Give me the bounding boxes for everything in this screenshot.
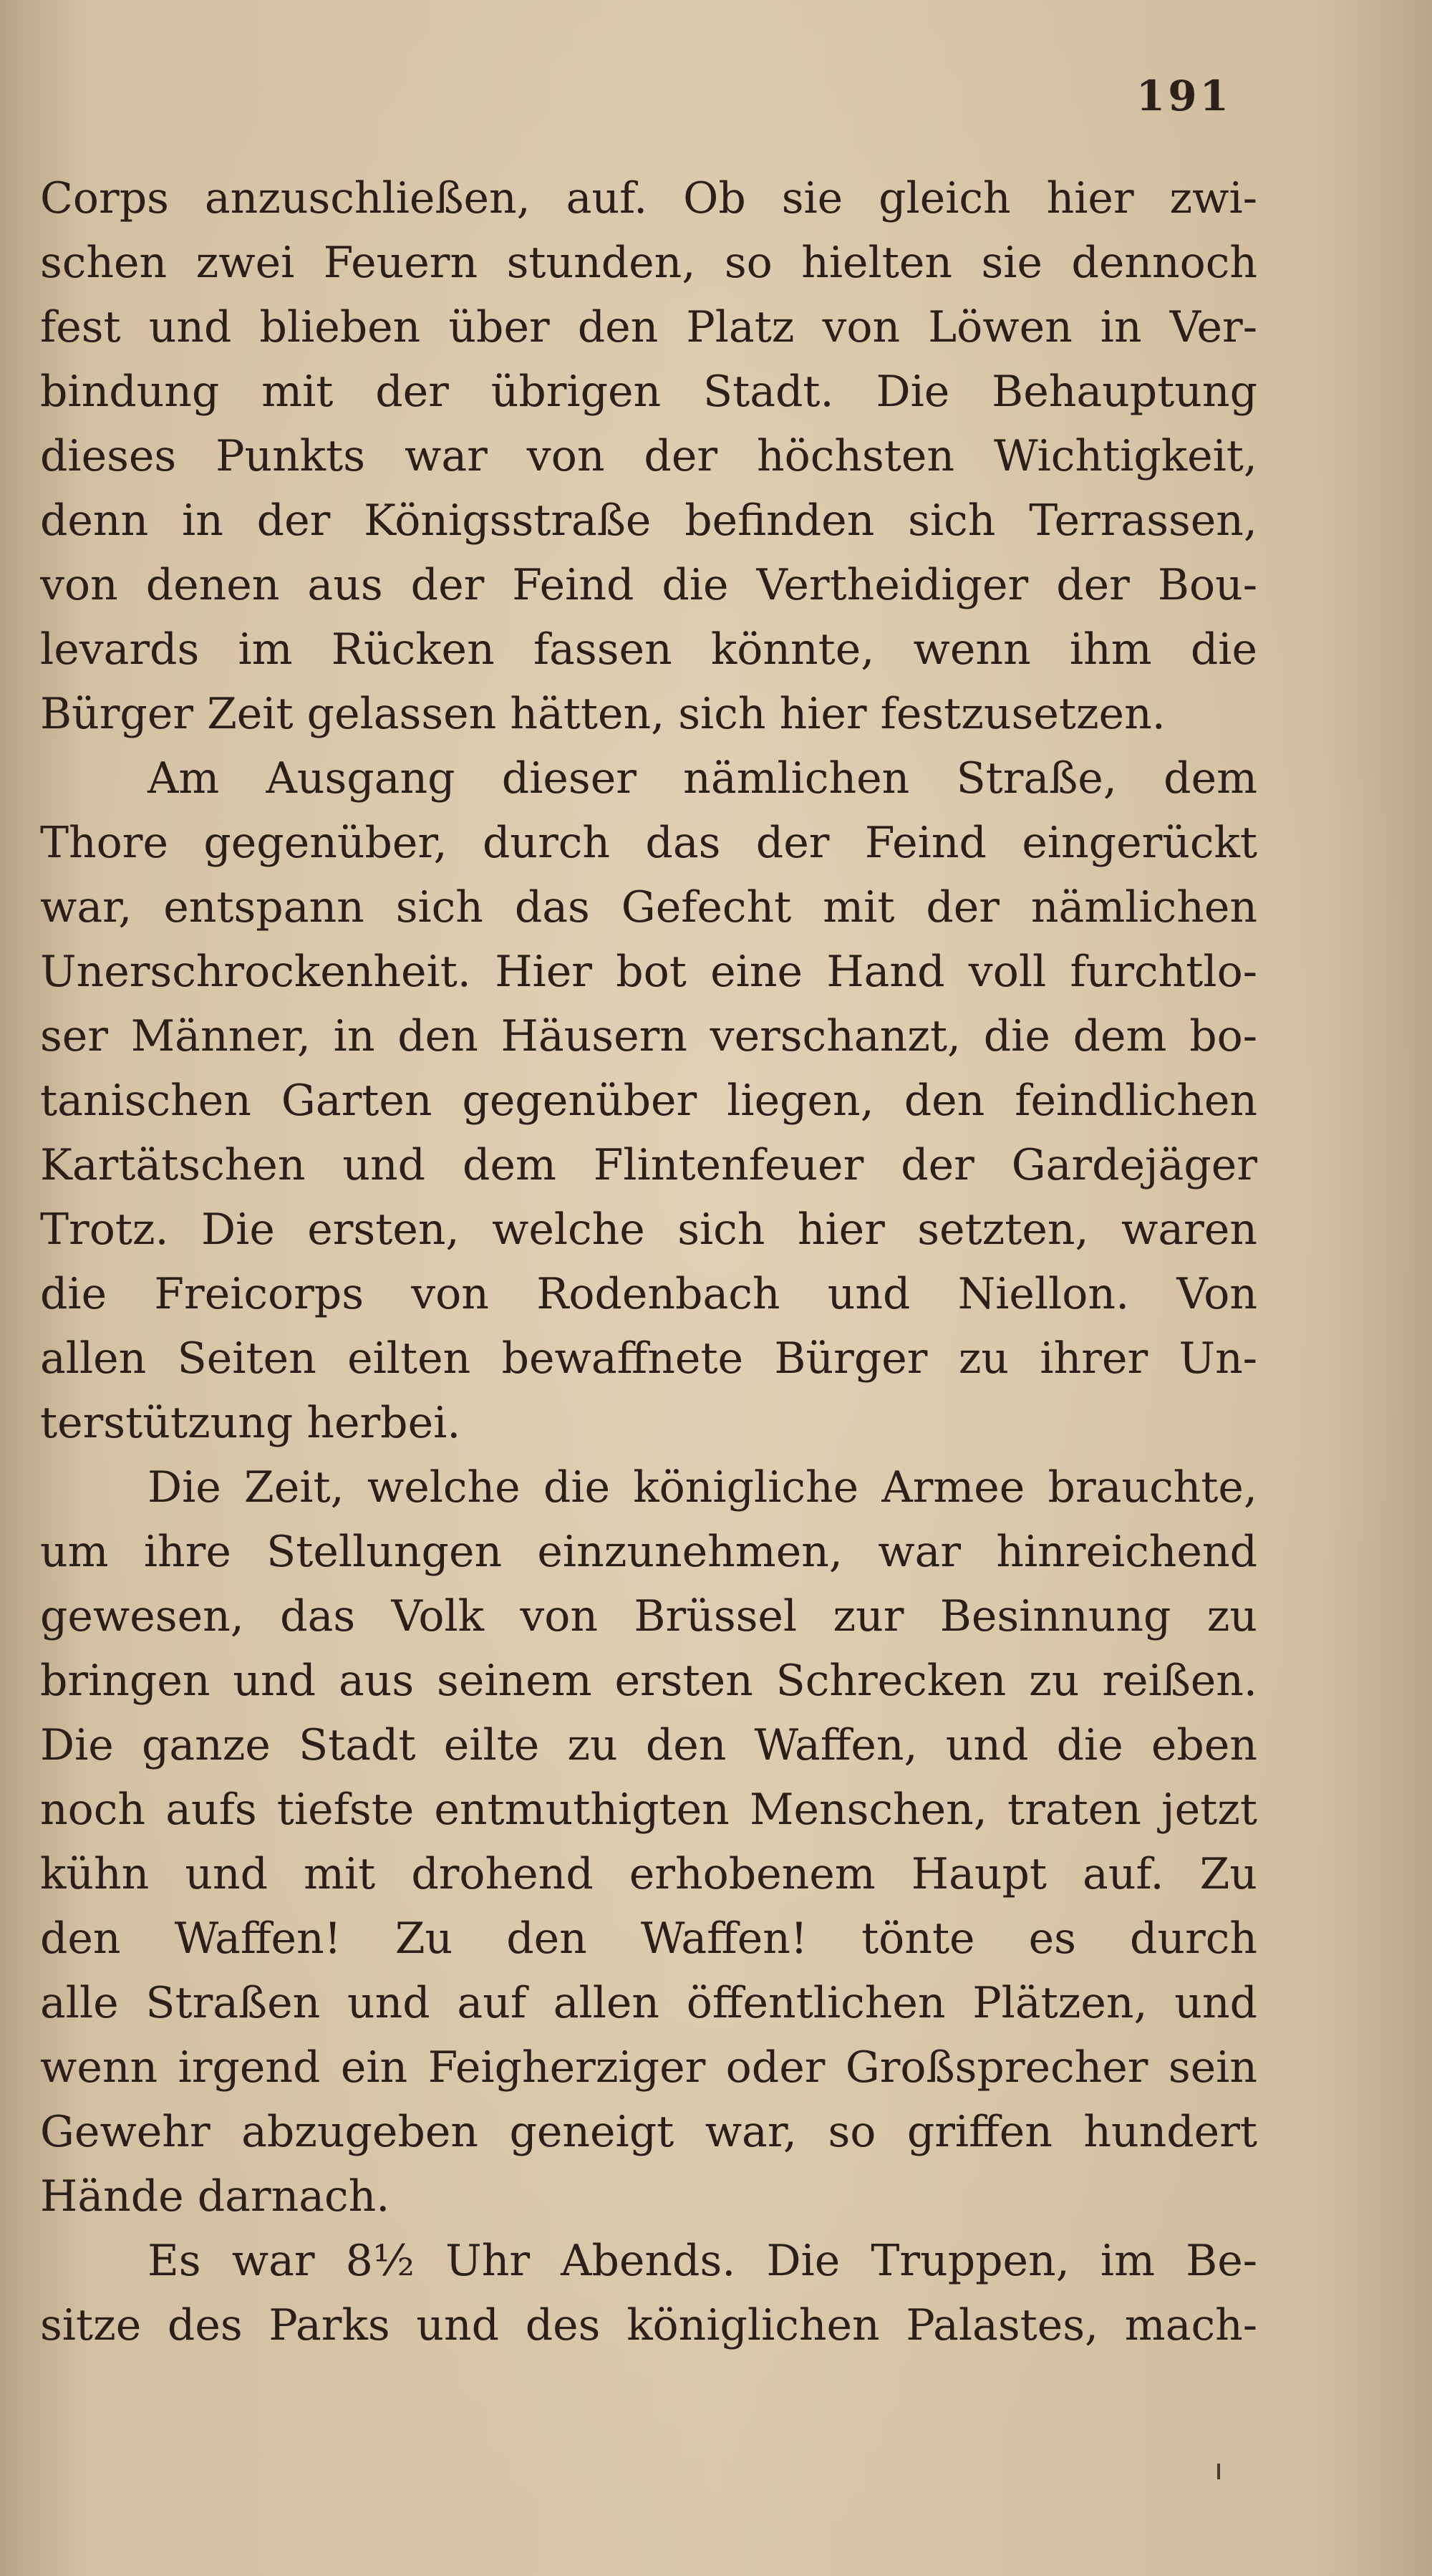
paragraph-start-line: Die Zeit, welche die königliche Armee brauchte,: [147, 1462, 1257, 1513]
printer-mark: [1217, 2464, 1220, 2479]
text-line: um ihre Stellungen einzunehmen, war hinreichend: [40, 1527, 1257, 1577]
text-line: war, entspann sich das Gefecht mit der nämlichen: [40, 882, 1257, 932]
body-text: [40, 166, 1257, 2358]
text-line: den Waffen! Zu den Waffen! tönte es durch: [40, 1914, 1257, 1964]
text-line: noch aufs tiefste entmuthigten Menschen, traten jetzt: [40, 1785, 1257, 1835]
text-line: alle Straßen und auf allen öffentlichen Plätzen, und: [40, 1978, 1257, 2028]
page-number: 191: [1136, 72, 1232, 120]
text-line: gewesen, das Volk von Brüssel zur Besinnung zu: [40, 1591, 1257, 1641]
paragraph-start-line: Es war 8½ Uhr Abends. Die Truppen, im Be-: [147, 2236, 1257, 2286]
text-line: tanischen Garten gegenüber liegen, den feindlichen: [40, 1076, 1257, 1126]
text-line: Die ganze Stadt eilte zu den Waffen, und die eben: [40, 1720, 1257, 1770]
text-line: ser Männer, in den Häusern verschanzt, die dem bo-: [40, 1011, 1257, 1061]
text-line: von denen aus der Feind die Vertheidiger der Bou-: [40, 560, 1257, 610]
text-line: Thore gegenüber, durch das der Feind eingerückt: [40, 818, 1257, 868]
text-line: Hände darnach.: [40, 2171, 390, 2222]
text-line: dieses Punkts war von der höchsten Wichtigkeit,: [40, 431, 1257, 481]
text-line: terstützung herbei.: [40, 1398, 461, 1448]
text-line: Kartätschen und dem Flintenfeuer der Gardejäger: [40, 1140, 1257, 1190]
text-line: die Freicorps von Rodenbach und Niellon. Von: [40, 1269, 1257, 1319]
text-line: schen zwei Feuern stunden, so hielten sie dennoch: [40, 238, 1257, 288]
text-line: Bürger Zeit gelassen hätten, sich hier festzusetzen.: [40, 689, 1166, 739]
paragraph-start-line: Am Ausgang dieser nämlichen Straße, dem: [147, 753, 1257, 804]
text-line: wenn irgend ein Feigherziger oder Großsprecher sein: [40, 2042, 1257, 2093]
text-line: kühn und mit drohend erhobenem Haupt auf. Zu: [40, 1849, 1257, 1899]
text-line: Unerschrockenheit. Hier bot eine Hand voll furchtlo-: [40, 947, 1257, 997]
text-line: levards im Rücken fassen könnte, wenn ihm die: [40, 624, 1257, 675]
text-line: bringen und aus seinem ersten Schrecken zu reißen.: [40, 1656, 1257, 1706]
text-line: bindung mit der übrigen Stadt. Die Behauptung: [40, 367, 1257, 417]
text-line: fest und blieben über den Platz von Löwen in Ver-: [40, 302, 1257, 352]
text-line: Corps anzuschließen, auf. Ob sie gleich hier zwi-: [40, 173, 1257, 223]
text-line: denn in der Königsstraße befinden sich Terrassen,: [40, 496, 1257, 546]
text-line: Trotz. Die ersten, welche sich hier setzten, waren: [40, 1205, 1257, 1255]
text-line: allen Seiten eilten bewaffnete Bürger zu ihrer Un-: [40, 1333, 1257, 1384]
text-line: Gewehr abzugeben geneigt war, so griffen hundert: [40, 2107, 1257, 2157]
text-line: sitze des Parks und des königlichen Palastes, mach-: [40, 2300, 1257, 2350]
